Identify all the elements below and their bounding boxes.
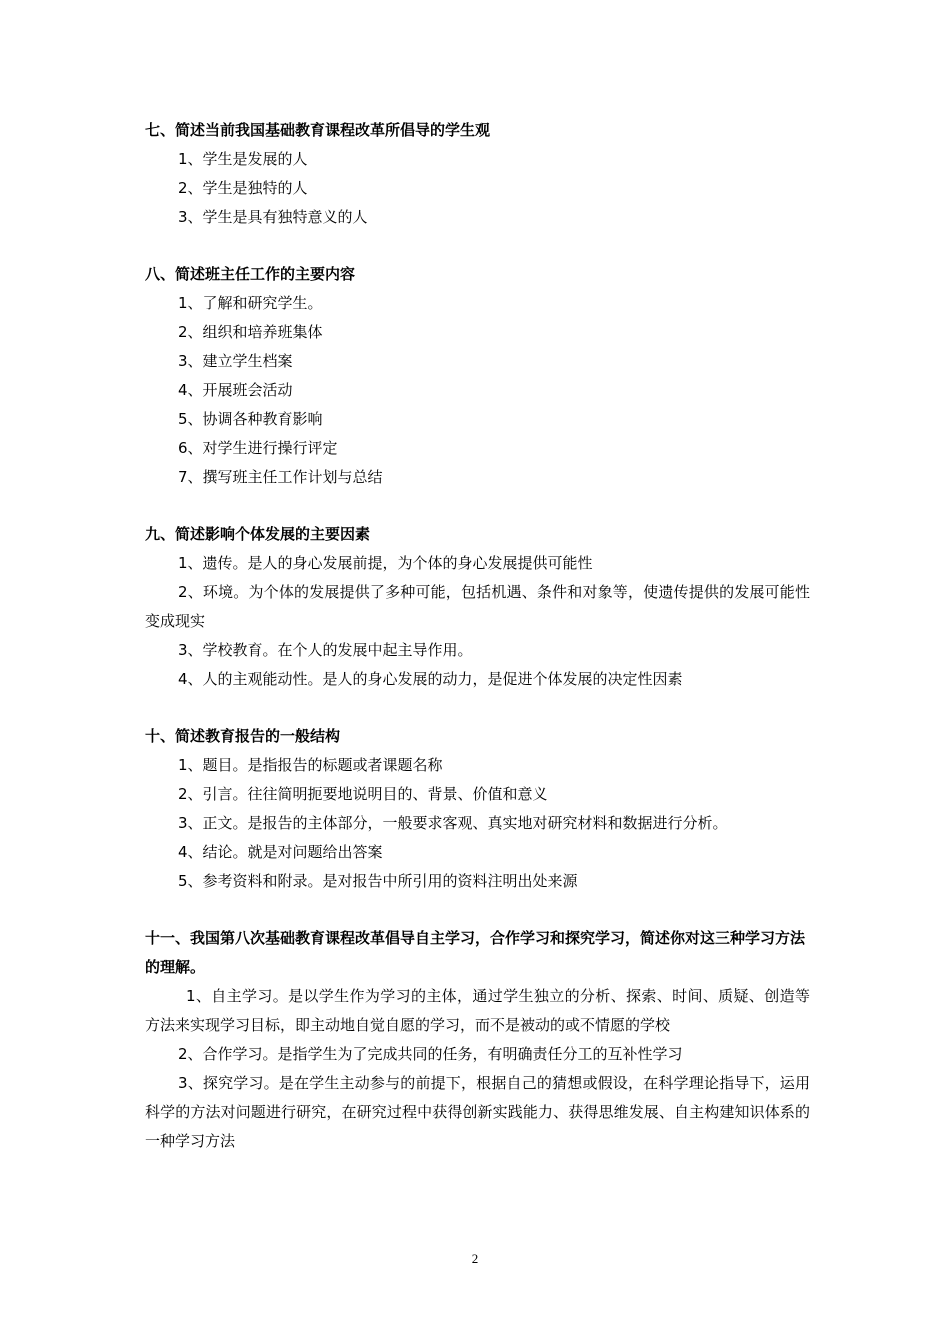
list-item: 1、题目。是指报告的标题或者课题名称 [178,756,443,774]
section-student-view [145,116,810,232]
list-item: 6、对学生进行操行评定 [178,439,338,457]
list-item: 5、参考资料和附录。是对报告中所引用的资料注明出处来源 [178,872,578,890]
list-item: 3、探究学习。是在学生主动参与的前提下，根据自己的猜想或假设，在科学理论指导下，运用科学的方法对问题进行研究，在研究过程中获得创新实践能力、获得思维发展、自主构建知识体系的一种学习方法 [145,1074,810,1150]
list-item: 4、人的主观能动性。是人的身心发展的动力，是促进个体发展的决定性因素 [178,670,683,688]
list-item: 1、学生是发展的人 [178,150,308,168]
page-number: 2 [471,1251,479,1266]
document-page [145,116,810,1184]
list-item: 3、建立学生档案 [178,352,293,370]
section-report-structure [145,722,810,896]
list-item: 1、自主学习。是以学生作为学习的主体，通过学生独立的分析、探索、时间、质疑、创造等方法来实现学习目标，即主动地自觉自愿的学习，而不是被动的或不情愿的学校 [145,987,810,1034]
list-item: 3、学校教育。在个人的发展中起主导作用。 [178,641,473,659]
list-item: 3、正文。是报告的主体部分，一般要求客观、真实地对研究材料和数据进行分析。 [178,814,728,832]
list-item: 2、环境。为个体的发展提供了多种可能，包括机遇、条件和对象等，使遗传提供的发展可能性变成现实 [145,583,810,630]
list-item: 2、组织和培养班集体 [178,323,323,341]
section-heading: 八、简述班主任工作的主要内容 [145,265,356,283]
list-item: 2、合作学习。是指学生为了完成共同的任务，有明确责任分工的互补性学习 [178,1045,683,1063]
section-heading: 十一、我国第八次基础教育课程改革倡导自主学习，合作学习和探究学习，简述你对这三种学习方法的理解。 [145,929,806,976]
list-item: 5、协调各种教育影响 [178,410,323,428]
section-heading: 九、简述影响个体发展的主要因素 [145,525,371,543]
list-item: 7、撰写班主任工作计划与总结 [178,468,383,486]
list-item: 2、引言。往往简明扼要地说明目的、背景、价值和意义 [178,785,548,803]
section-head-teacher-work [145,260,810,492]
section-learning-methods [145,924,810,1156]
list-item: 2、学生是独特的人 [178,179,308,197]
list-item: 4、结论。就是对问题给出答案 [178,843,383,861]
list-item: 4、开展班会活动 [178,381,293,399]
section-development-factors [145,520,810,694]
list-item: 3、学生是具有独特意义的人 [178,208,368,226]
section-heading: 七、简述当前我国基础教育课程改革所倡导的学生观 [145,121,491,139]
list-item: 1、了解和研究学生。 [178,294,323,312]
list-item: 1、遗传。是人的身心发展前提，为个体的身心发展提供可能性 [178,554,593,572]
section-heading: 十、简述教育报告的一般结构 [145,727,341,745]
